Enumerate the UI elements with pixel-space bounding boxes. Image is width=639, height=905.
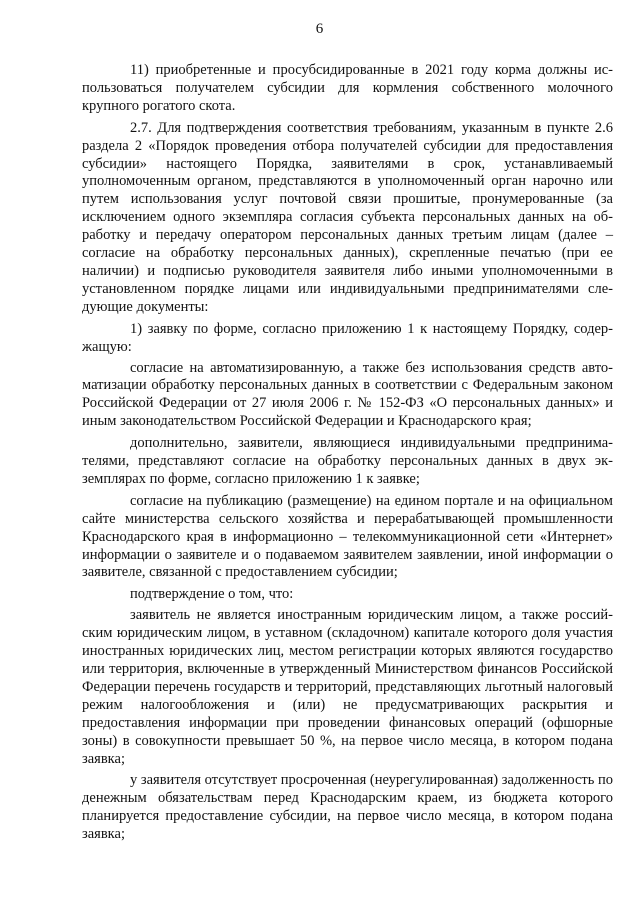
paragraph-entrepreneur-consent: дополнительно, заявители, являющиеся индивидуальными предпринимателями, представляют согласие на обработку персональных данных в двух экземплярах по форме, согласно приложению 1 к заявке; — [82, 435, 613, 487]
paragraph-section-2-7: 2.7. Для подтверждения соответствия требованиям, указанным в пункте 2.6 раздела 2 «Порядок проведения отбора получателей субсидии для предоставления субсидии» настоящего Порядка, заявителями в срок, устанавливаемый уполномоченным органом, представляются в уполномоченный орган нарочно или путем использования услуг почтовой связи прошитые, пронумерованные (за исключением одного экземпляра согласия субъекта персональных данных на обработку и передачу оператором персональных данных третьим лицам (далее – согласие на обработку персональных данных), скрепленные печатью (при ее наличии) и подписью руководителя заявителя либо иными уполномоченными в установленном порядке лицами или индивидуальными предпринимателями следующие документы: — [82, 119, 613, 315]
paragraph-item-11: 11) приобретенные и просубсидированные в 2021 году корма должны использоваться получателем субсидии для кормления собственного молочного крупного рогатого скота. — [82, 62, 613, 114]
paragraph-item-1-application: 1) заявку по форме, согласно приложению 1 к настоящему Порядку, содержащую: — [82, 320, 613, 355]
paragraph-confirmation: подтверждение о том, что: — [130, 586, 294, 603]
paragraph-consent-processing: согласие на автоматизированную, а также без использования средств автоматизации обработку персональных данных в соответствии с Федеральным законом Российской Федерации от 27 июля 2006 г. № 152-ФЗ «О персональных данных» и иным законодательством Российской Федерации и Краснодарского края; — [82, 359, 613, 430]
document-body — [82, 62, 613, 848]
paragraph-publication-consent: согласие на публикацию (размещение) на едином портале и на официальном сайте министерства сельского хозяйства и перерабатывающей промышленности Краснодарского края в информационно – телекоммуникационной сети «Интернет» информации о заявителе и о подаваемом заявителем заявлении, иной информации о заявителе, связанной с предоставлением субсидии; — [82, 492, 613, 581]
paragraph-debt: у заявителя отсутствует просроченная (неурегулированная) задолженность по денежным обязательствам перед Краснодарским краем, из бюджета которого планируется предоставление субсидии, на первое число месяца, в котором подана заявка; — [82, 772, 614, 843]
page-number: 6 — [315, 21, 324, 37]
paragraph-foreign-entity: заявитель не является иностранным юридическим лицом, а также российским юридическим лицом, в уставном (складочном) капитале которого доля участия иностранных юридических лиц, местом регистрации которых являются государство или территория, включенные в утвержденный Министерством финансов Российской Федерации перечень государств и территорий, представляющих льготный налоговый режим налогообложения и (или) не предусматривающих раскрытия и предоставления информации при проведении финансовых операций (офшорные зоны) в совокупности превышает 50 %, на первое число месяца, в котором подана заявка; — [82, 607, 613, 767]
